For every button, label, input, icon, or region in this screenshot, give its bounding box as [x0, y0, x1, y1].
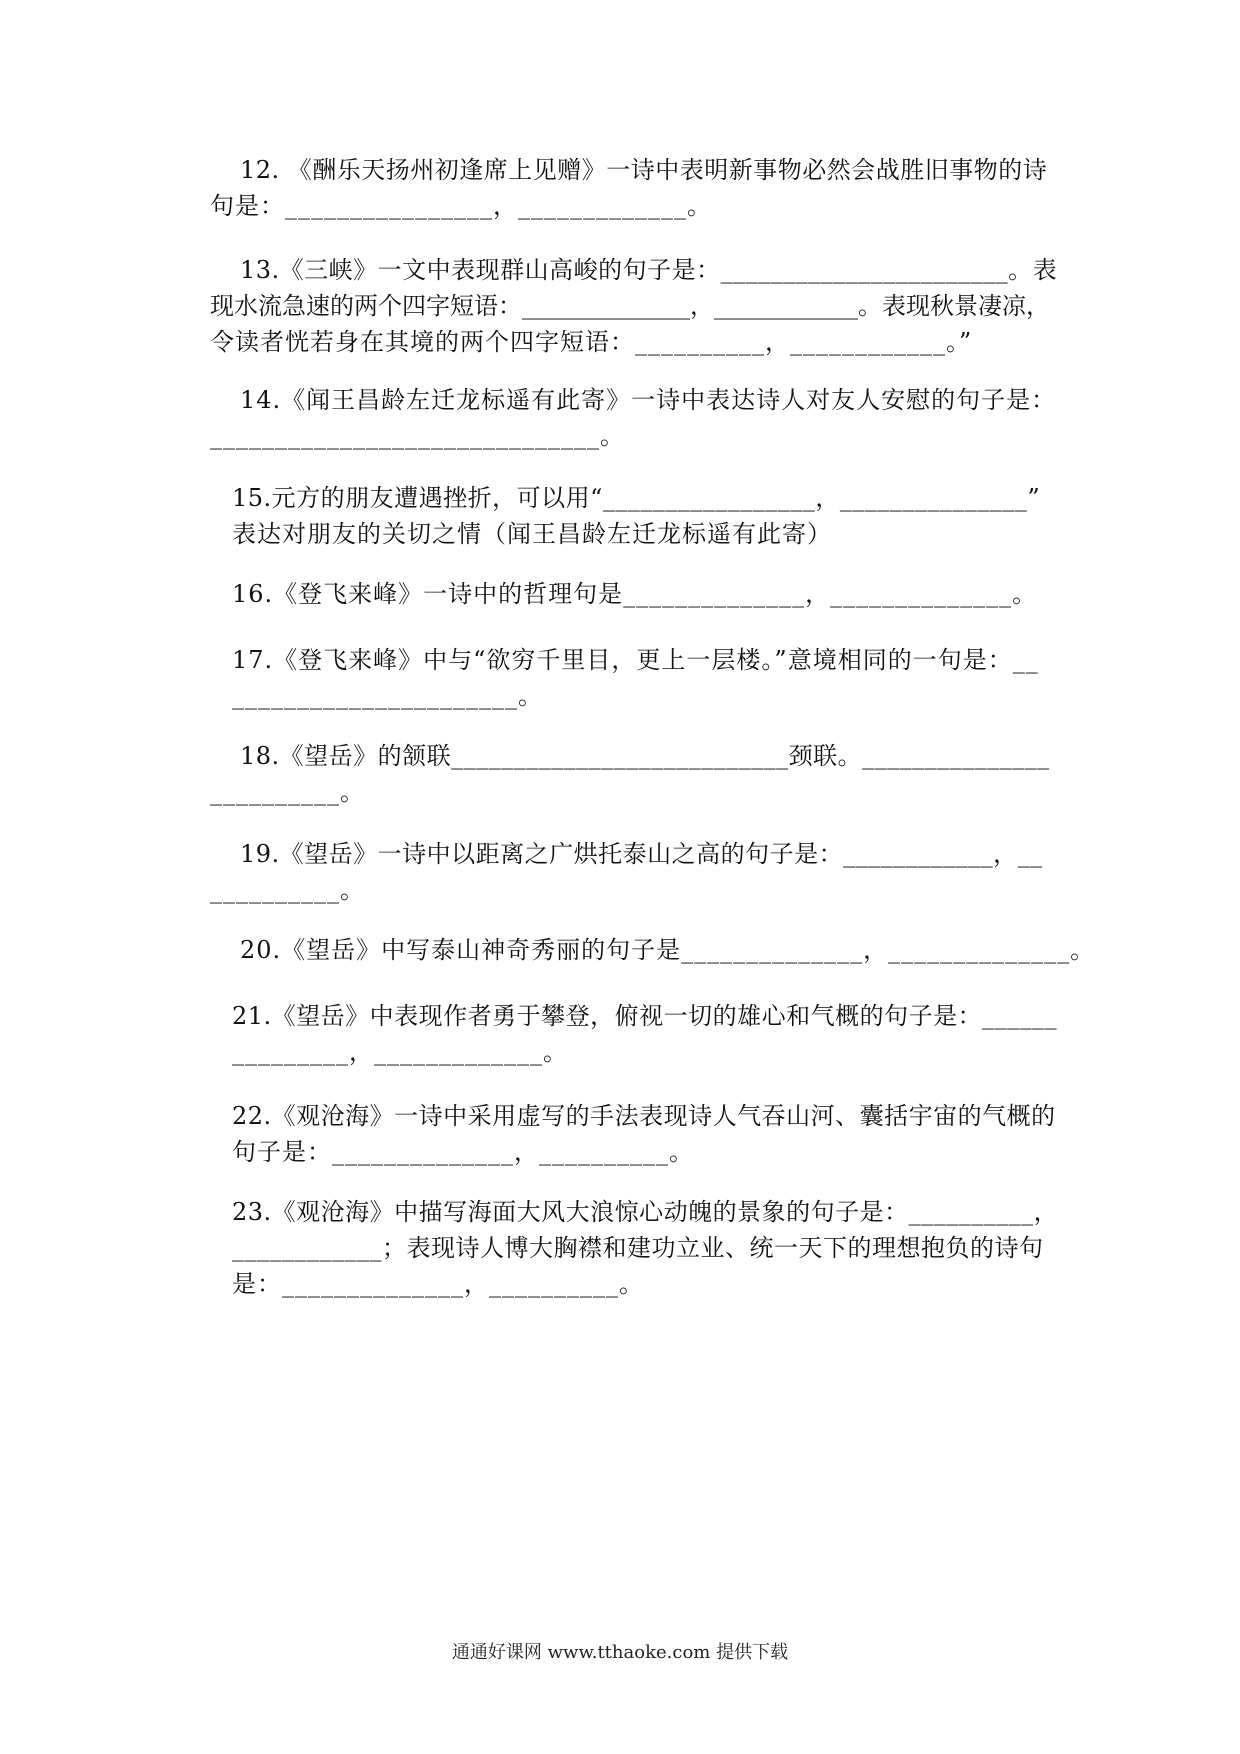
question-line: 19.《望岳》一诗中以距离之广烘托泰山之高的句子是：____________，__ [240, 840, 1043, 868]
question-22 [232, 1098, 1062, 1170]
question-line: 18.《望岳》的颔联___________________________颈联。_______________ [240, 742, 1050, 770]
question-line: 现水流急速的两个四字短语：______________，____________。表现秋景凄凉， [210, 292, 1050, 320]
question-line: ____________；表现诗人博大胸襟和建功立业、统一天下的理想抱负的诗句 [232, 1234, 1044, 1262]
question-line: 23.《观沧海》中描写海面大风大浪惊心动魄的景象的句子是：__________， [232, 1198, 1059, 1226]
question-14 [210, 382, 1060, 454]
question-16 [232, 576, 1092, 612]
question-line: 句是：________________，_____________。 [210, 192, 712, 220]
question-17 [232, 642, 1062, 714]
question-line: 句子是：______________，__________。 [232, 1138, 694, 1166]
question-line: 表达对朋友的关切之情（闻王昌龄左迁龙标遥有此寄） [232, 520, 832, 548]
question-line: 令读者恍若身在其境的两个四字短语：__________，____________。” [210, 328, 973, 356]
question-line: 12. 《酬乐天扬州初逢席上见赠》一诗中表明新事物必然会战胜旧事物的诗 [240, 156, 1048, 184]
question-line: 13.《三峡》一文中表现群山高峻的句子是：_______________________。表 [240, 256, 1058, 284]
question-line: 22.《观沧海》一诗中采用虚写的手法表现诗人气吞山河、囊括宇宙的气概的 [232, 1102, 1056, 1130]
question-line: 17.《登飞来峰》中与“欲穷千里目，更上一层楼。”意境相同的一句是：__ [232, 646, 1039, 674]
question-20 [240, 932, 1100, 968]
question-19 [210, 836, 1060, 908]
question-line: __________。 [210, 876, 365, 904]
question-13 [210, 252, 1060, 360]
question-line: ______________________。 [232, 682, 543, 710]
question-12 [210, 152, 1060, 224]
question-line: ______________________________。 [210, 422, 625, 450]
question-line: _________，_____________。 [232, 1038, 568, 1066]
question-18 [210, 738, 1060, 810]
question-21 [232, 998, 1062, 1070]
question-line: 20.《望岳》中写泰山神奇秀丽的句子是______________，______________。 [240, 936, 1096, 964]
question-23 [232, 1194, 1062, 1302]
question-line: 21.《望岳》中表现作者勇于攀登，俯视一切的雄心和气概的句子是：______ [232, 1002, 1058, 1030]
page-footer: 通通好课网 www.tthaoke.com 提供下载 [451, 1642, 789, 1663]
question-line: __________。 [210, 778, 365, 806]
question-15 [232, 480, 1062, 552]
question-line: 是：______________，__________。 [232, 1270, 644, 1298]
question-line: 14.《闻王昌龄左迁龙标遥有此寄》一诗中表达诗人对友人安慰的句子是： [240, 386, 1057, 414]
question-line: 16.《登飞来峰》一诗中的哲理句是______________，______________。 [232, 580, 1038, 608]
question-line: 15.元方的朋友遭遇挫折，可以用“_________________，_______________” [232, 484, 1041, 512]
